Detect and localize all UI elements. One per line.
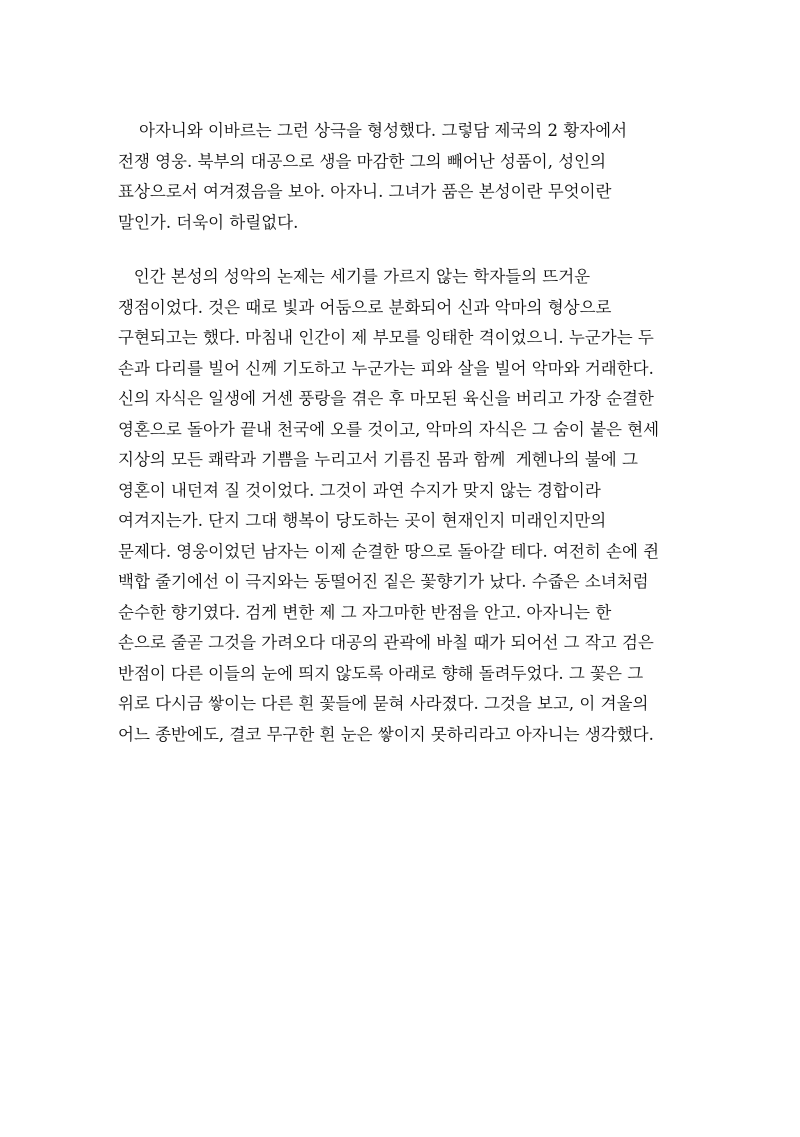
text-line: 신의 자식은 일생에 거센 풍랑을 겪은 후 마모된 육신을 버리고 가장 순결한 — [118, 389, 654, 408]
text-line: 전쟁 영웅. 북부의 대공으로 생을 마감한 그의 빼어난 성품이, 성인의 — [118, 151, 607, 171]
text-line: 말인가. 더욱이 하릴없다. — [118, 212, 299, 232]
text-line: 아자니와 이바르는 그런 상극을 형성했다. 그렇담 제국의 2 황자에서 — [118, 121, 628, 140]
text-line: 백합 줄기에선 이 극지와는 동떨어진 짙은 꽃향기가 났다. 수줍은 소녀처럼 — [118, 572, 649, 591]
text-line: 손으로 줄곧 그것을 가려오다 대공의 관곽에 바칠 때가 되어선 그 작고 검은 — [118, 633, 654, 652]
text-line: 구현되고는 했다. 마침내 인간이 제 부모를 잉태한 격이었으니. 누군가는 두 — [118, 328, 654, 347]
text-line: 쟁점이었다. 것은 때로 빛과 어둠으로 분화되어 신과 악마의 형상으로 — [118, 297, 612, 317]
text-line: 어느 종반에도, 결코 무구한 흰 눈은 쌓이지 못하리라고 아자니는 생각했다. — [118, 724, 654, 744]
text-line: 지상의 모든 쾌락과 기쁨을 누리고서 기름진 몸과 함께 게헨나의 불에 그 — [118, 450, 638, 469]
text-line: 영혼으로 돌아가 끝내 천국에 오를 것이고, 악마의 자식은 그 숨이 붙은 현세 — [118, 419, 660, 439]
text-line: 순수한 향기였다. 검게 변한 제 그 자그마한 반점을 안고. 아자니는 한 — [118, 602, 612, 622]
text-line: 반점이 다른 이들의 눈에 띄지 않도록 아래로 향해 돌려두었다. 그 꽃은 그 — [118, 663, 644, 683]
text-line: 표상으로서 여겨졌음을 보아. 아자니. 그녀가 품은 본성이란 무엇이란 — [118, 182, 612, 201]
paragraph-1 — [118, 116, 688, 238]
paragraph-2 — [118, 262, 688, 750]
text-line: 인간 본성의 성악의 논제는 세기를 가르지 않는 학자들의 뜨거운 — [118, 267, 591, 286]
text-line: 문제다. 영웅이었던 남자는 이제 순결한 땅으로 돌아갈 테다. 여전히 손에 쥔 — [118, 541, 660, 561]
text-line: 위로 다시금 쌓이는 다른 흰 꽃들에 묻혀 사라졌다. 그것을 보고, 이 겨울의 — [118, 694, 649, 713]
text-line: 손과 다리를 빌어 신께 기도하고 누군가는 피와 살을 빌어 악마와 거래한다. — [118, 358, 654, 378]
text-line: 여겨지는가. 단지 그대 행복이 당도하는 곳이 현재인지 미래인지만의 — [118, 511, 607, 530]
text-line: 영혼이 내던져 질 것이었다. 그것이 과연 수지가 맞지 않는 경합이라 — [118, 480, 601, 500]
